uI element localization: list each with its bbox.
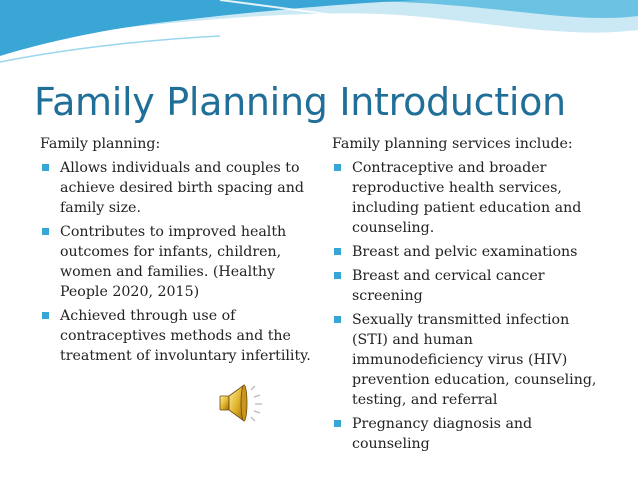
right-column [332,134,602,458]
list-item [332,310,602,410]
square-bullet-icon [334,272,341,279]
square-bullet-icon [42,228,49,235]
list-item [332,242,602,262]
bullet-text: Contraceptive and broader reproductive health services, including patient education and counseling. [352,160,582,236]
bullet-text: Sexually transmitted infection (STI) and human immunodeficiency virus (HIV) prevention education, counseling, testing, and referral [352,312,597,408]
header-wave-decoration [0,0,638,80]
square-bullet-icon [334,164,341,171]
left-bullet-list [40,158,312,366]
bullet-text: Contributes to improved health outcomes for infants, children, women and families. (Healthy People 2020, 2015) [60,224,287,300]
left-column-intro: Family planning: [40,136,161,152]
speaker-icon[interactable] [214,380,270,426]
slide-title: Family Planning Introduction [34,80,566,124]
left-column [40,134,312,370]
square-bullet-icon [334,420,341,427]
square-bullet-icon [42,312,49,319]
bullet-text: Pregnancy diagnosis and counseling [352,416,533,452]
square-bullet-icon [334,316,341,323]
list-item [332,414,602,454]
square-bullet-icon [42,164,49,171]
list-item [40,222,312,302]
square-bullet-icon [334,248,341,255]
right-column-intro: Family planning services include: [332,136,573,152]
bullet-text: Achieved through use of contraceptives methods and the treatment of involuntary infertility. [60,308,311,364]
list-item [332,158,602,238]
list-item [40,158,312,218]
list-item [40,306,312,366]
list-item [332,266,602,306]
bullet-text: Breast and pelvic examinations [352,244,578,260]
right-bullet-list [332,158,602,454]
bullet-text: Breast and cervical cancer screening [352,268,545,304]
bullet-text: Allows individuals and couples to achieve desired birth spacing and family size. [60,160,304,216]
